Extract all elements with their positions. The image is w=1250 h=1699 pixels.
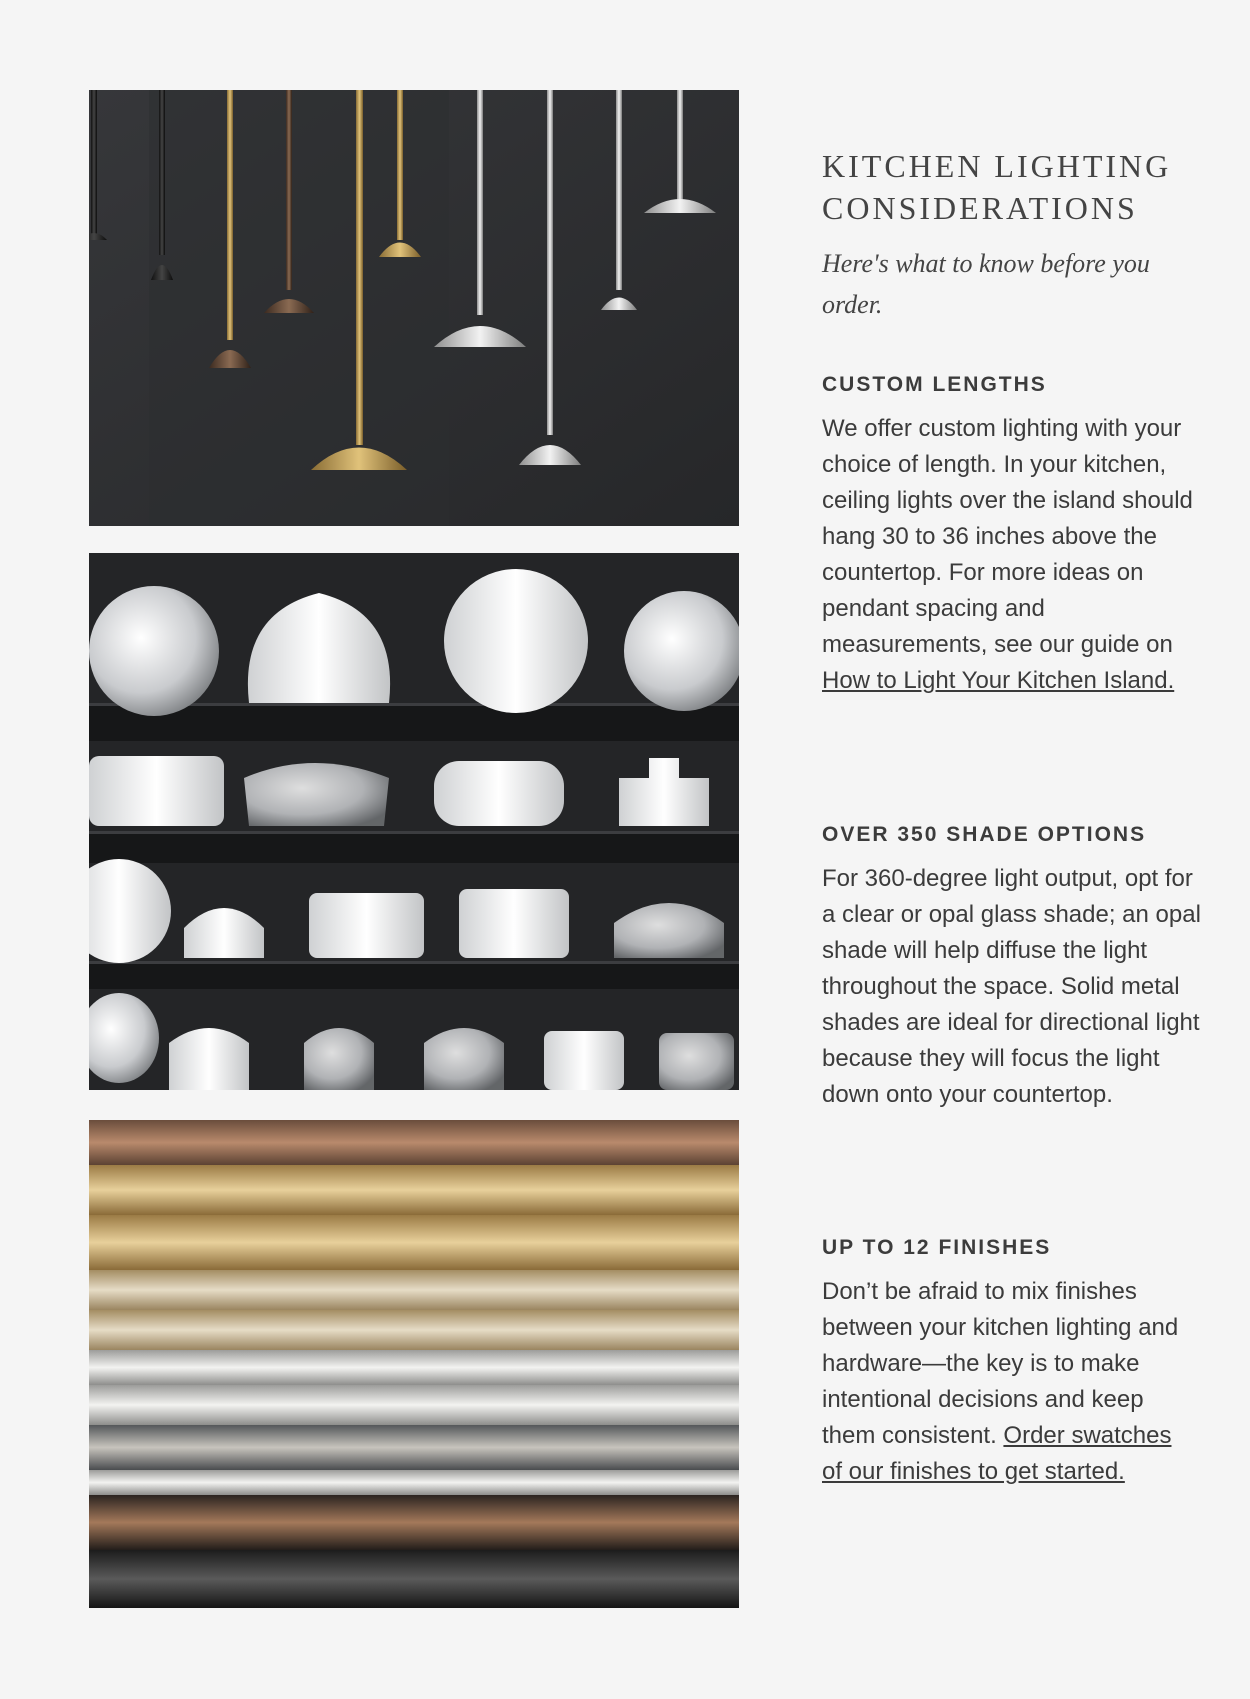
pendant-rods-illustration bbox=[89, 90, 739, 526]
section-body: For 360-degree light output, opt for a clear or opal glass shade; an opal shade will help diffuse the light throughout the space. Solid metal shades are ideal for directional light because they will focus the light down onto your countertop. bbox=[822, 865, 1201, 1108]
section-finishes bbox=[822, 1236, 1222, 1490]
page-title-line-1: KITCHEN LIGHTING bbox=[822, 148, 1172, 184]
section-body-text: We offer custom lighting with your choice of length. In your kitchen, ceiling lights over the island should hang 30 to 36 inches above the countertop. For more ideas on pendant spacing and measurements, see our guide on bbox=[822, 415, 1193, 658]
kitchen-island-guide-link[interactable]: How to Light Your Kitchen Island. bbox=[822, 667, 1175, 694]
finish-swatches-image bbox=[89, 1120, 739, 1608]
section-shade-options bbox=[822, 823, 1222, 1113]
pendant-rods-image bbox=[89, 90, 739, 526]
title-block bbox=[822, 145, 1222, 229]
section-body bbox=[822, 1274, 1182, 1490]
section-body-text: Don’t be afraid to mix finishes between your kitchen lighting and hardware—the key is to make intentional decisions and keep them consistent. bbox=[822, 1278, 1179, 1449]
section-body bbox=[822, 411, 1202, 699]
section-heading: UP TO 12 FINISHES bbox=[822, 1236, 1052, 1259]
order-swatches-link[interactable]: Order swatches of our finishes to get started. bbox=[822, 1422, 1172, 1485]
page-title-line-2: CONSIDERATIONS bbox=[822, 190, 1138, 226]
finish-swatches-illustration bbox=[89, 1120, 739, 1608]
glass-shades-illustration bbox=[89, 553, 739, 1090]
section-heading: CUSTOM LENGTHS bbox=[822, 373, 1047, 396]
glass-shades-image bbox=[89, 553, 739, 1090]
section-custom-lengths bbox=[822, 373, 1222, 699]
section-heading: OVER 350 SHADE OPTIONS bbox=[822, 823, 1147, 846]
intro-text: Here's what to know before you order. bbox=[822, 249, 1150, 319]
intro-block bbox=[822, 243, 1162, 325]
